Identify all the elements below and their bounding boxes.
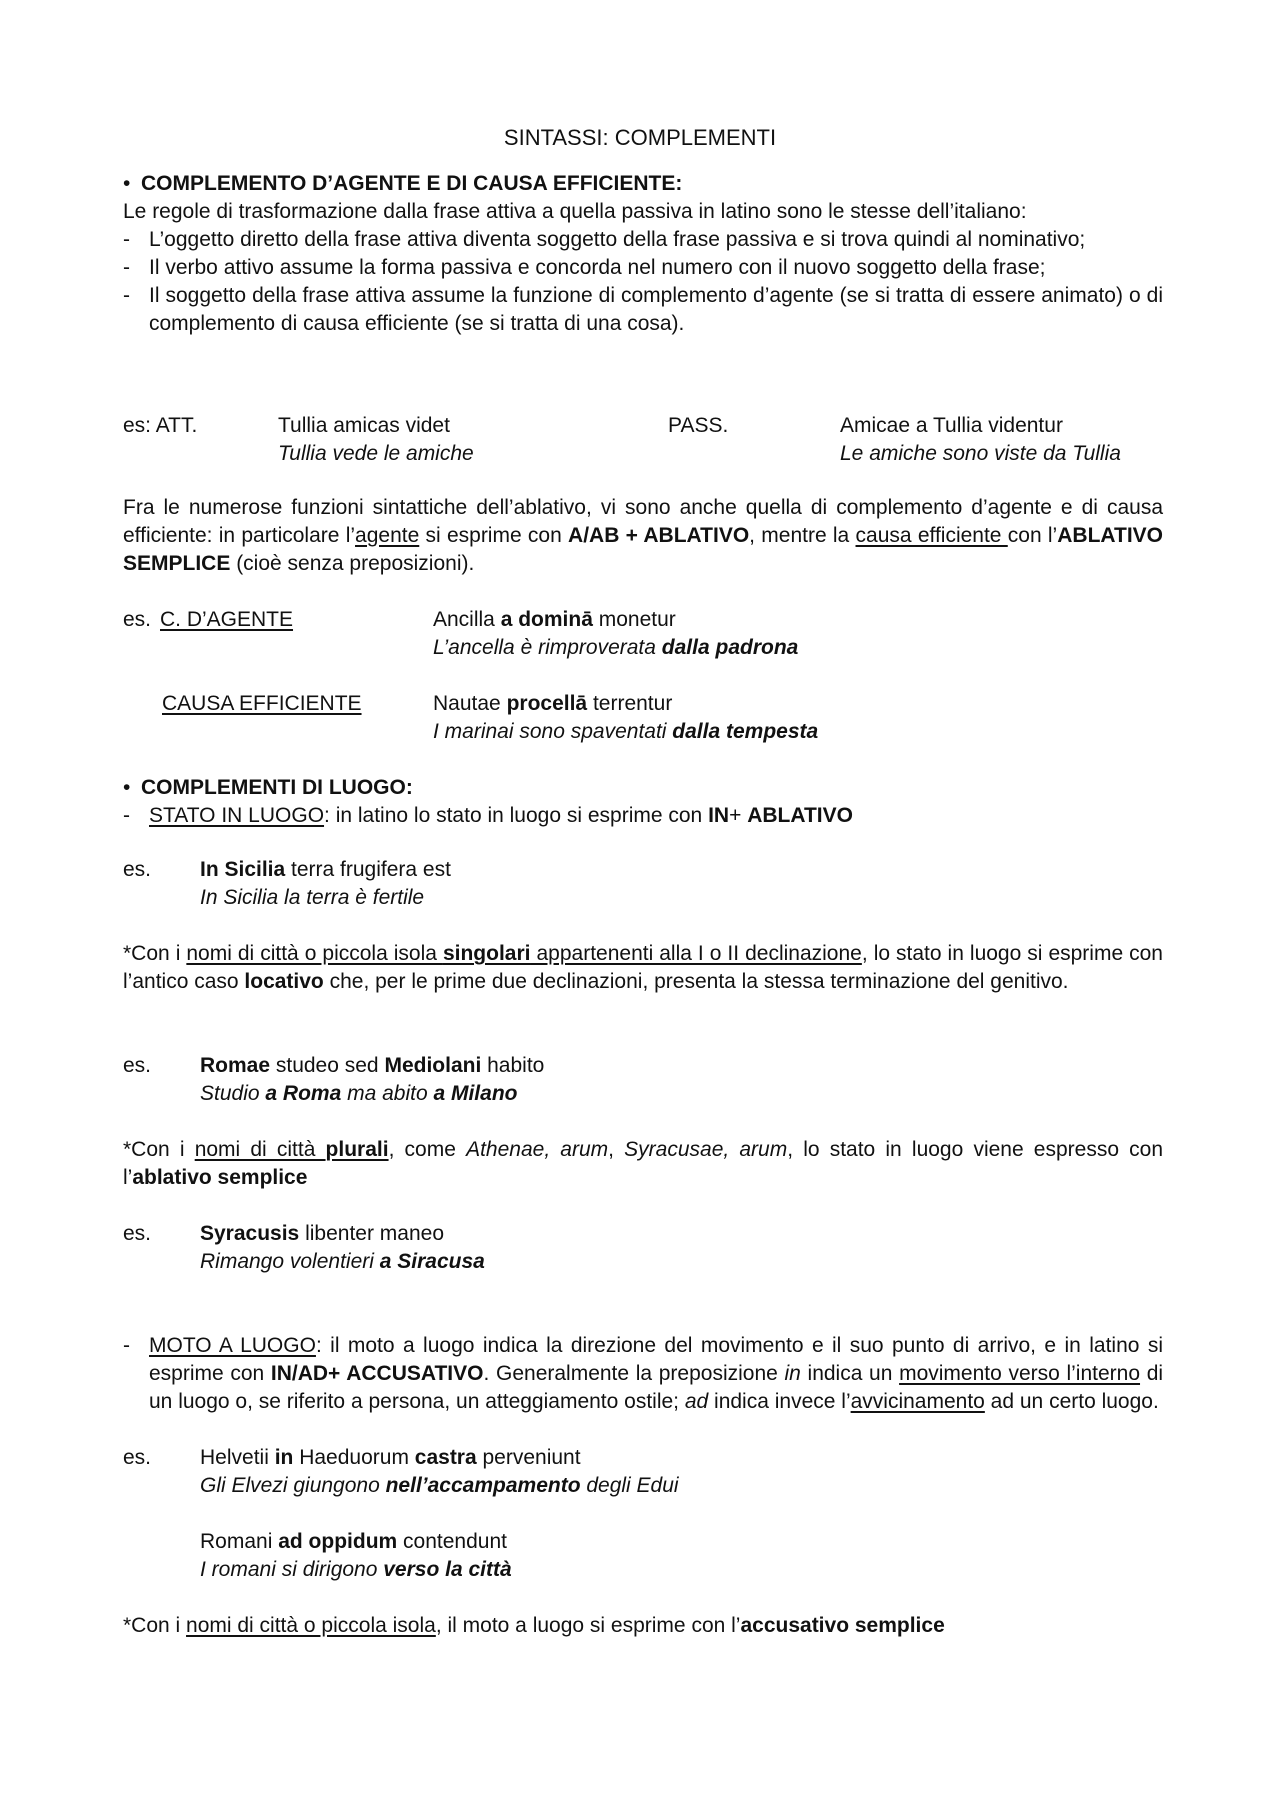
section-heading-agente: • COMPLEMENTO D’AGENTE E DI CAUSA EFFICIENTE: xyxy=(123,170,1163,198)
example-italian: Gli Elvezi giungono nell’accampamento degli Edui xyxy=(200,1474,679,1497)
example-italian: I romani si dirigono verso la città xyxy=(200,1558,512,1581)
example-latin: Romani ad oppidum contendunt xyxy=(200,1530,507,1553)
example-italian: Rimango volentieri a Siracusa xyxy=(200,1250,485,1273)
passive-latin: Amicae a Tullia videntur xyxy=(840,414,1063,437)
agent-label: C. D’AGENTE xyxy=(160,608,294,631)
active-italian: Tullia vede le amiche xyxy=(278,442,474,465)
moto-a-luogo: - MOTO A LUOGO: il moto a luogo indica la direzione del movimento e il suo punto di arrivo, e in latino si esprime con IN/AD+ ACCUSATIVO. Generalmente la preposizione in indica un movimento verso l’interno di un luogo o, se riferito a persona, un atteggiamento ostile; ad indica invece l’avvicinamento ad un certo luogo. xyxy=(123,1334,1164,1413)
example-latin: Romae studeo sed Mediolani habito xyxy=(200,1054,545,1077)
example-es: es. xyxy=(123,1446,152,1469)
agent-latin: Ancilla a dominā monetur xyxy=(433,608,676,631)
page-title: SINTASSI: COMPLEMENTI xyxy=(503,125,777,150)
note-plurali: *Con i nomi di città plurali, come Athenae, arum, Syracusae, arum, lo stato in luogo viene espresso con l’ablativo semplice xyxy=(123,1138,1164,1189)
cause-italian: I marinai sono spaventati dalla tempesta xyxy=(433,720,819,743)
example-italian: Studio a Roma ma abito a Milano xyxy=(200,1082,518,1105)
passive-italian: Le amiche sono viste da Tullia xyxy=(840,442,1121,465)
stato-in-luogo: - STATO IN LUOGO: in latino lo stato in luogo si esprime con IN+ ABLATIVO xyxy=(123,804,853,827)
example-es: es. xyxy=(123,1054,152,1077)
example-italian: In Sicilia la terra è fertile xyxy=(200,886,425,909)
rule-item: - L’oggetto diretto della frase attiva diventa soggetto della frase passiva e si trova quindi al nominativo; xyxy=(123,228,1086,251)
example-es: es. xyxy=(123,858,152,881)
active-latin: Tullia amicas videt xyxy=(278,414,450,437)
agent-italian: L’ancella è rimproverata dalla padrona xyxy=(433,636,799,659)
example-es: es. xyxy=(123,1222,152,1245)
ablative-paragraph: Fra le numerose funzioni sintattiche dell’ablativo, vi sono anche quella di complemento d’agente e di causa efficiente: in particolare l’agente si esprime con A/AB + ABLATIVO, mentre la causa efficiente con l’ABLATIVO SEMPLICE (cioè senza preposizioni). xyxy=(123,496,1164,575)
example-latin: In Sicilia terra frugifera est xyxy=(200,858,451,881)
bullet-icon: • xyxy=(123,172,131,195)
cause-latin: Nautae procellā terrentur xyxy=(433,692,673,715)
rules-list xyxy=(123,226,1163,338)
rule-item: - Il verbo attivo assume la forma passiva e concorda nel numero con il nuovo soggetto della frase; xyxy=(123,256,1046,279)
example-latin: Helvetii in Haeduorum castra perveniunt xyxy=(200,1446,581,1469)
intro-text: Le regole di trasformazione dalla frase attiva a quella passiva in latino sono le stesse dell’italiano: xyxy=(123,200,1027,223)
bullet-icon: • xyxy=(123,776,131,799)
section-heading-luogo: • COMPLEMENTI DI LUOGO: xyxy=(123,774,1163,802)
note-locativo: *Con i nomi di città o piccola isola singolari appartenenti alla I o II declinazione, lo stato in luogo si esprime con l’antico caso locativo che, per le prime due declinazioni, presenta la stessa terminazione del genitivo. xyxy=(123,942,1163,993)
example-label: es: ATT. xyxy=(123,414,198,437)
example-latin: Syracusis libenter maneo xyxy=(200,1222,445,1245)
passive-label: PASS. xyxy=(668,414,729,437)
example-es: es. xyxy=(123,608,152,631)
rule-item: - Il soggetto della frase attiva assume la funzione di complemento d’agente (se si tratta di essere animato) o di complemento di causa efficiente (se si tratta di una cosa). xyxy=(123,284,1163,335)
cause-label: CAUSA EFFICIENTE xyxy=(162,692,362,715)
note-accusativo: *Con i nomi di città o piccola isola, il moto a luogo si esprime con l’accusativo semplice xyxy=(123,1614,945,1637)
